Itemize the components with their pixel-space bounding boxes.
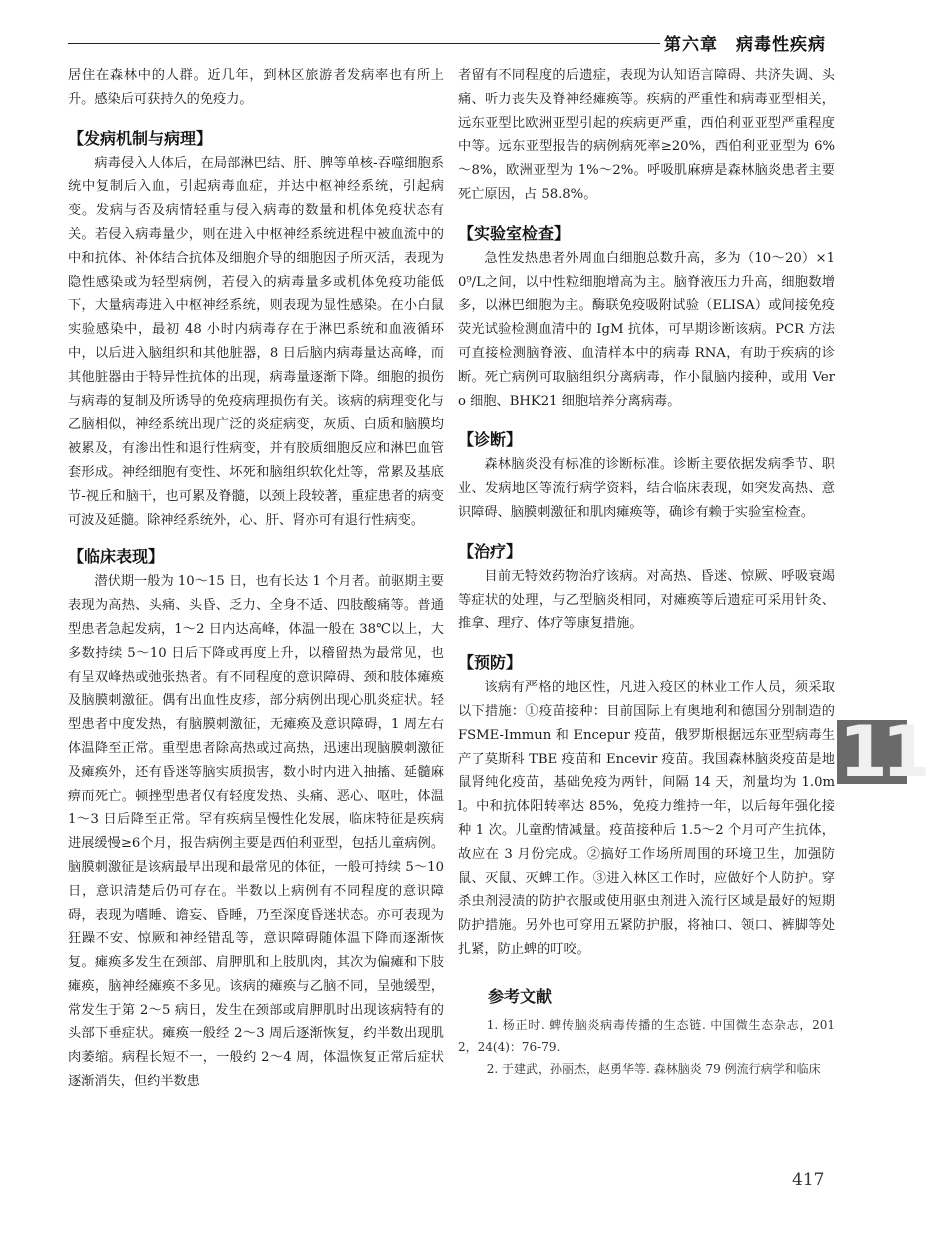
- section-heading-treatment: 【治疗】: [458, 541, 523, 561]
- running-header: [664, 30, 826, 55]
- header-rule: [68, 43, 660, 44]
- section-heading-clinical: 【临床表现】: [68, 547, 165, 567]
- prevention-paragraph: 该病有严格的地区性，凡进入疫区的林业工作人员，须采取以下措施：①疫苗接种：目前国际上有奥地利和德国分别制造的 FSME-Immun 和 Encepur 疫苗，俄罗斯根据远东亚型病毒生产了莫斯科 TBE 疫苗和 Encevir 疫苗。我国森林脑炎疫苗是地鼠肾纯化疫苗，基础免疫为两针，间隔 14 天，剂量均为 1.0ml。中和抗体阳转率达 85%，免疫力维持一年，以后每年强化接种 1 次。儿童酌情减量。疫苗接种后 1.5～2 个月可产生抗体，故应在 3 月份完成。②搞好工作场所周围的环境卫生，加强防鼠、灭鼠、灭蜱工作。③进入林区工作时，应做好个人防护。穿杀虫剂浸渍的防护衣服或使用驱虫剂进入流行区域是最好的短期防护措施。另外也可穿用五紧防护服，将袖口、领口、裤脚等处扎紧，防止蜱的叮咬。: [458, 680, 835, 957]
- right-column: [458, 64, 835, 1080]
- pathogenesis-paragraph: 病毒侵入人体后，在局部淋巴结、肝、脾等单核-吞噬细胞系统中复制后入血，引起病毒血症，并达中枢神经系统，引起病变。发病与否及病情轻重与侵入病毒的数量和机体免疫状态有关。若侵入病毒量少，则在进入中枢神经系统进程中被血流中的中和抗体、补体结合抗体及细胞介导的细胞因子所灭活，表现为隐性感染或为轻型病例，若侵入的病毒量多或机体免疫功能低下，大量病毒进入中枢神经系统，则表现为显性感染。在小白鼠实验感染中，最初 48 小时内病毒存在于淋巴系统和血液循环中，以后进入脑组织和其他脏器，8 日后脑内病毒量达高峰，而其他脏器由于特异性抗体的出现，病毒量逐渐下降。细胞的损伤与病毒的复制及所诱导的免疫病理损伤有关。该病的病理变化与乙脑相似，神经系统出现广泛的炎症病变，灰质、白质和脑膜均被累及，有渗出性和退行性病变，并有胶质细胞反应和淋巴血管套形成。神经细胞有变性、坏死和脑组织软化灶等，常累及基底节-视丘和脑干，也可累及脊髓，以颈上段较著，重症患者的病变可波及延髓。除神经系统外，心、肝、肾亦可有退行性病变。: [68, 155, 444, 528]
- section-heading-diagnosis: 【诊断】: [458, 430, 523, 450]
- lab-paragraph: 急性发热患者外周血白细胞总数升高，多为（10～20）×10⁹/L之间，以中性粒细胞增高为主。脑脊液压力升高，细胞数增多，以淋巴细胞为主。酶联免疫吸附试验（ELISA）或间接免疫荧光试验检测血清中的 IgM 抗体，可早期诊断该病。PCR 方法可直接检测脑脊液、血清样本中的病毒 RNA，有助于疾病的诊断。死亡病例可取脑组织分离病毒，作小鼠脑内接种，或用 Vero 细胞、BHK21 细胞培养分离病毒。: [458, 250, 835, 409]
- diagnosis-paragraph: 森林脑炎没有标准的诊断标准。诊断主要依据发病季节、职业、发病地区等流行病学资料，结合临床表现，如突发高热、意识障碍、脑膜刺激征和肌肉瘫痪等，确诊有赖于实验室检查。: [458, 457, 835, 520]
- intro-paragraph: 居住在森林中的人群。近几年，到林区旅游者发病率也有所上升。感染后可获持久的免疫力。: [68, 68, 444, 107]
- references-heading: 参考文献: [488, 986, 553, 1006]
- left-column: [68, 64, 444, 1094]
- chapter-tab-number: 11: [839, 711, 925, 793]
- clinical-continued-paragraph: 者留有不同程度的后遗症，表现为认知语言障碍、共济失调、头痛、听力丧失及脊神经瘫痪等。疾病的严重性和病毒亚型相关，远东亚型比欧洲亚型引起的疾病更严重，西伯利亚亚型严重程度中等。远东亚型报告的病例病死率≥20%，西伯利亚亚型为 6%～8%，欧洲亚型为 1%～2%。呼吸肌麻痹是森林脑炎患者主要死亡原因，占 58.8%。: [458, 68, 835, 202]
- clinical-paragraph: 潜伏期一般为 10～15 日，也有长达 1 个月者。前驱期主要表现为高热、头痛、头昏、乏力、全身不适、四肢酸痛等。普通型患者急起发病，1～2 日内达高峰，体温一般在 38℃以上，大多数持续 5～10 日后下降或再度上升，以稽留热为最常见，也有呈双峰热或弛张热者。有不同程度的意识障碍、颈和肢体瘫痪及脑膜刺激征。偶有出血性皮疹，部分病例出现心肌炎症状。轻型患者中度发热，有脑膜刺激征，无瘫痪及意识障碍，1 周左右体温降至正常。重型患者除高热或过高热，迅速出现脑膜刺激征及瘫痪外，还有昏迷等脑实质损害，数小时内进入抽搐、延髓麻痹而死亡。顿挫型患者仅有轻度发热、头痛、恶心、呕吐，体温 1～3 日后降至正常。罕有疾病呈慢性化发展，临床特征是疾病进展缓慢≥6个月，报告病例主要是西伯利亚型，包括儿童病例。脑膜刺激征是该病最早出现和最常见的体征，一般可持续 5～10 日，意识清楚后仍可存在。半数以上病例有不同程度的意识障碍，表现为嗜睡、谵妄、昏睡，乃至深度昏迷状态。亦可表现为狂躁不安、惊厥和神经错乱等，意识障碍随体温下降而逐渐恢复。瘫痪多发生在颈部、肩胛肌和上肢肌肉，其次为偏瘫和下肢瘫痪，脑神经瘫痪不多见。该病的瘫痪与乙脑不同，呈弛缓型，常发生于第 2～5 病日，发生在颈部或肩胛肌时出现该病特有的头部下垂症状。瘫痪一般经 2～3 周后逐渐恢复，约半数出现肌肉萎缩。病程长短不一，一般约 2～4 周，体温恢复正常后症状逐渐消失，但约半数患: [68, 574, 444, 1090]
- reference-item: 2. 于建武，孙丽杰，赵勇华等. 森林脑炎 79 例流行病学和临床: [486, 1061, 821, 1076]
- treatment-paragraph: 目前无特效药物治疗该病。对高热、昏迷、惊厥、呼吸衰竭等症状的处理，与乙型脑炎相同，对瘫痪等后遗症可采用针灸、推拿、理疗、体疗等康复措施。: [458, 568, 835, 632]
- section-heading-pathogenesis: 【发病机制与病理】: [68, 128, 213, 148]
- chapter-tab: [837, 711, 925, 793]
- chapter-subject: 病毒性疾病: [736, 35, 826, 55]
- section-heading-lab: 【实验室检查】: [458, 223, 571, 243]
- chapter-label: 第六章: [664, 35, 718, 55]
- page-number: 417: [792, 1170, 825, 1190]
- section-heading-prevention: 【预防】: [458, 653, 523, 673]
- reference-item: 1. 杨正时. 蜱传脑炎病毒传播的生态链. 中国微生态杂志，2012，24(4)：76-79.: [458, 1017, 835, 1054]
